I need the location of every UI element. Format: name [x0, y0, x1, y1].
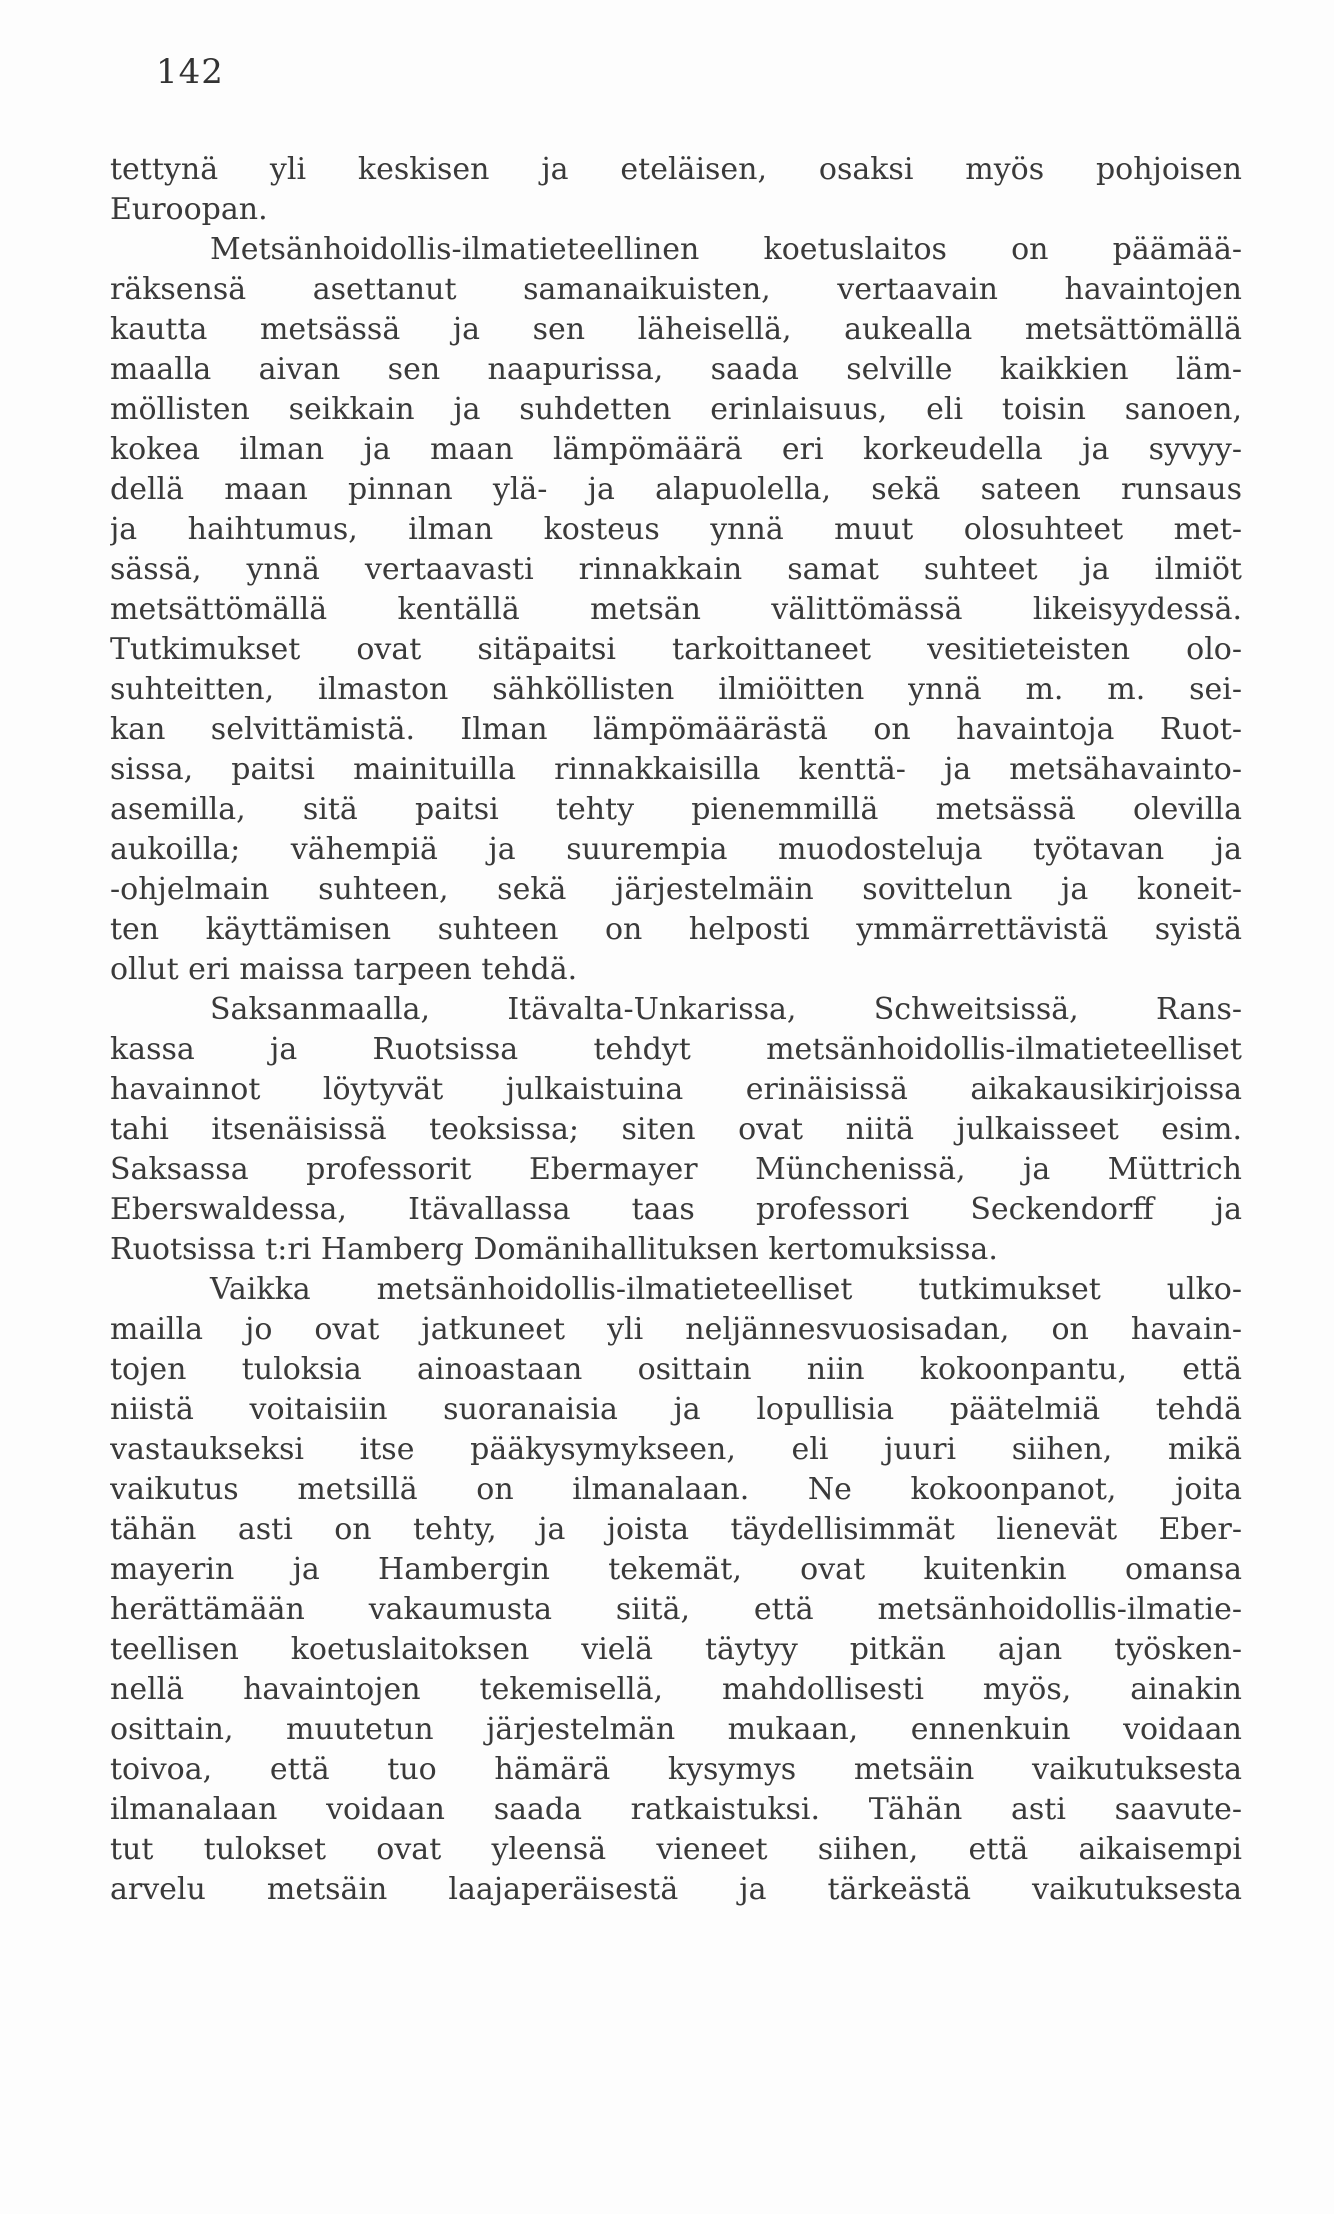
text-line: ilmanalaan voidaan saada ratkaistuksi. Tähän asti saavute-	[110, 1792, 1242, 1827]
body-text	[110, 150, 1242, 1910]
text-line: Metsänhoidollis-ilmatieteellinen koetuslaitos on päämää-	[210, 232, 1242, 267]
text-line: mailla jo ovat jatkuneet yli neljännesvuosisadan, on havain-	[110, 1312, 1242, 1347]
text-line: maalla aivan sen naapurissa, saada selville kaikkien läm-	[110, 352, 1242, 387]
text-line: Ruotsissa t:ri Hamberg Domänihallituksen kertomuksissa.	[110, 1232, 998, 1267]
text-line: kokea ilman ja maan lämpömäärä eri korkeudella ja syvyy-	[110, 432, 1242, 467]
text-line: kassa ja Ruotsissa tehdyt metsänhoidollis-ilmatieteelliset	[110, 1032, 1242, 1067]
text-line: sässä, ynnä vertaavasti rinnakkain samat suhteet ja ilmiöt	[110, 552, 1242, 587]
text-line: kautta metsässä ja sen läheisellä, aukealla metsättömällä	[110, 312, 1242, 347]
text-line: Vaikka metsänhoidollis-ilmatieteelliset tutkimukset ulko-	[210, 1272, 1242, 1307]
page-number: 142	[156, 52, 224, 92]
text-line: ten käyttämisen suhteen on helposti ymmärrettävistä syistä	[110, 912, 1242, 947]
text-line: vastaukseksi itse pääkysymykseen, eli juuri siihen, mikä	[110, 1432, 1242, 1467]
text-line: havainnot löytyvät julkaistuina erinäisissä aikakausikirjoissa	[110, 1072, 1242, 1107]
text-line: Saksanmaalla, Itävalta-Unkarissa, Schweitsissä, Rans-	[210, 992, 1242, 1027]
text-line: suhteitten, ilmaston sähköllisten ilmiöitten ynnä m. m. sei-	[110, 672, 1242, 707]
text-line: Eberswaldessa, Itävallassa taas professori Seckendorff ja	[110, 1192, 1242, 1227]
text-line: osittain, muutetun järjestelmän mukaan, ennenkuin voidaan	[110, 1712, 1242, 1747]
text-line: tähän asti on tehty, ja joista täydellisimmät lienevät Eber-	[110, 1512, 1242, 1547]
text-line: arvelu metsäin laajaperäisestä ja tärkeästä vaikutuksesta	[110, 1872, 1242, 1907]
text-line: herättämään vakaumusta siitä, että metsänhoidollis-ilmatie-	[110, 1592, 1242, 1627]
text-line: dellä maan pinnan ylä- ja alapuolella, sekä sateen runsaus	[110, 472, 1242, 507]
text-line: -ohjelmain suhteen, sekä järjestelmäin sovittelun ja koneit-	[110, 872, 1242, 907]
text-line: teellisen koetuslaitoksen vielä täytyy pitkän ajan työsken-	[110, 1632, 1242, 1667]
text-line: ollut eri maissa tarpeen tehdä.	[110, 952, 578, 987]
text-line: vaikutus metsillä on ilmanalaan. Ne kokoonpanot, joita	[110, 1472, 1242, 1507]
text-line: Tutkimukset ovat sitäpaitsi tarkoittaneet vesitieteisten olo-	[110, 632, 1242, 667]
text-line: tut tulokset ovat yleensä vieneet siihen, että aikaisempi	[110, 1832, 1242, 1867]
text-line: toivoa, että tuo hämärä kysymys metsäin vaikutuksesta	[110, 1752, 1242, 1787]
text-line: Euroopan.	[110, 192, 268, 227]
text-line: tojen tuloksia ainoastaan osittain niin kokoonpantu, että	[110, 1352, 1242, 1387]
text-line: tahi itsenäisissä teoksissa; siten ovat niitä julkaisseet esim.	[110, 1112, 1242, 1147]
text-line: sissa, paitsi mainituilla rinnakkaisilla kenttä- ja metsähavainto-	[110, 752, 1242, 787]
text-line: asemilla, sitä paitsi tehty pienemmillä metsässä olevilla	[110, 792, 1242, 827]
text-line: kan selvittämistä. Ilman lämpömäärästä on havaintoja Ruot-	[110, 712, 1242, 747]
text-line: mayerin ja Hambergin tekemät, ovat kuitenkin omansa	[110, 1552, 1242, 1587]
text-line: Saksassa professorit Ebermayer Münchenissä, ja Müttrich	[110, 1152, 1242, 1187]
text-line: ja haihtumus, ilman kosteus ynnä muut olosuhteet met-	[110, 512, 1242, 547]
text-line: metsättömällä kentällä metsän välittömässä likeisyydessä.	[110, 592, 1242, 627]
text-line: nellä havaintojen tekemisellä, mahdollisesti myös, ainakin	[110, 1672, 1242, 1707]
text-line: tettynä yli keskisen ja eteläisen, osaksi myös pohjoisen	[110, 152, 1242, 187]
text-line: niistä voitaisiin suoranaisia ja lopullisia päätelmiä tehdä	[110, 1392, 1242, 1427]
text-line: aukoilla; vähempiä ja suurempia muodosteluja työtavan ja	[110, 832, 1242, 867]
text-line: möllisten seikkain ja suhdetten erinlaisuus, eli toisin sanoen,	[110, 392, 1242, 427]
text-line: räksensä asettanut samanaikuisten, vertaavain havaintojen	[110, 272, 1242, 307]
